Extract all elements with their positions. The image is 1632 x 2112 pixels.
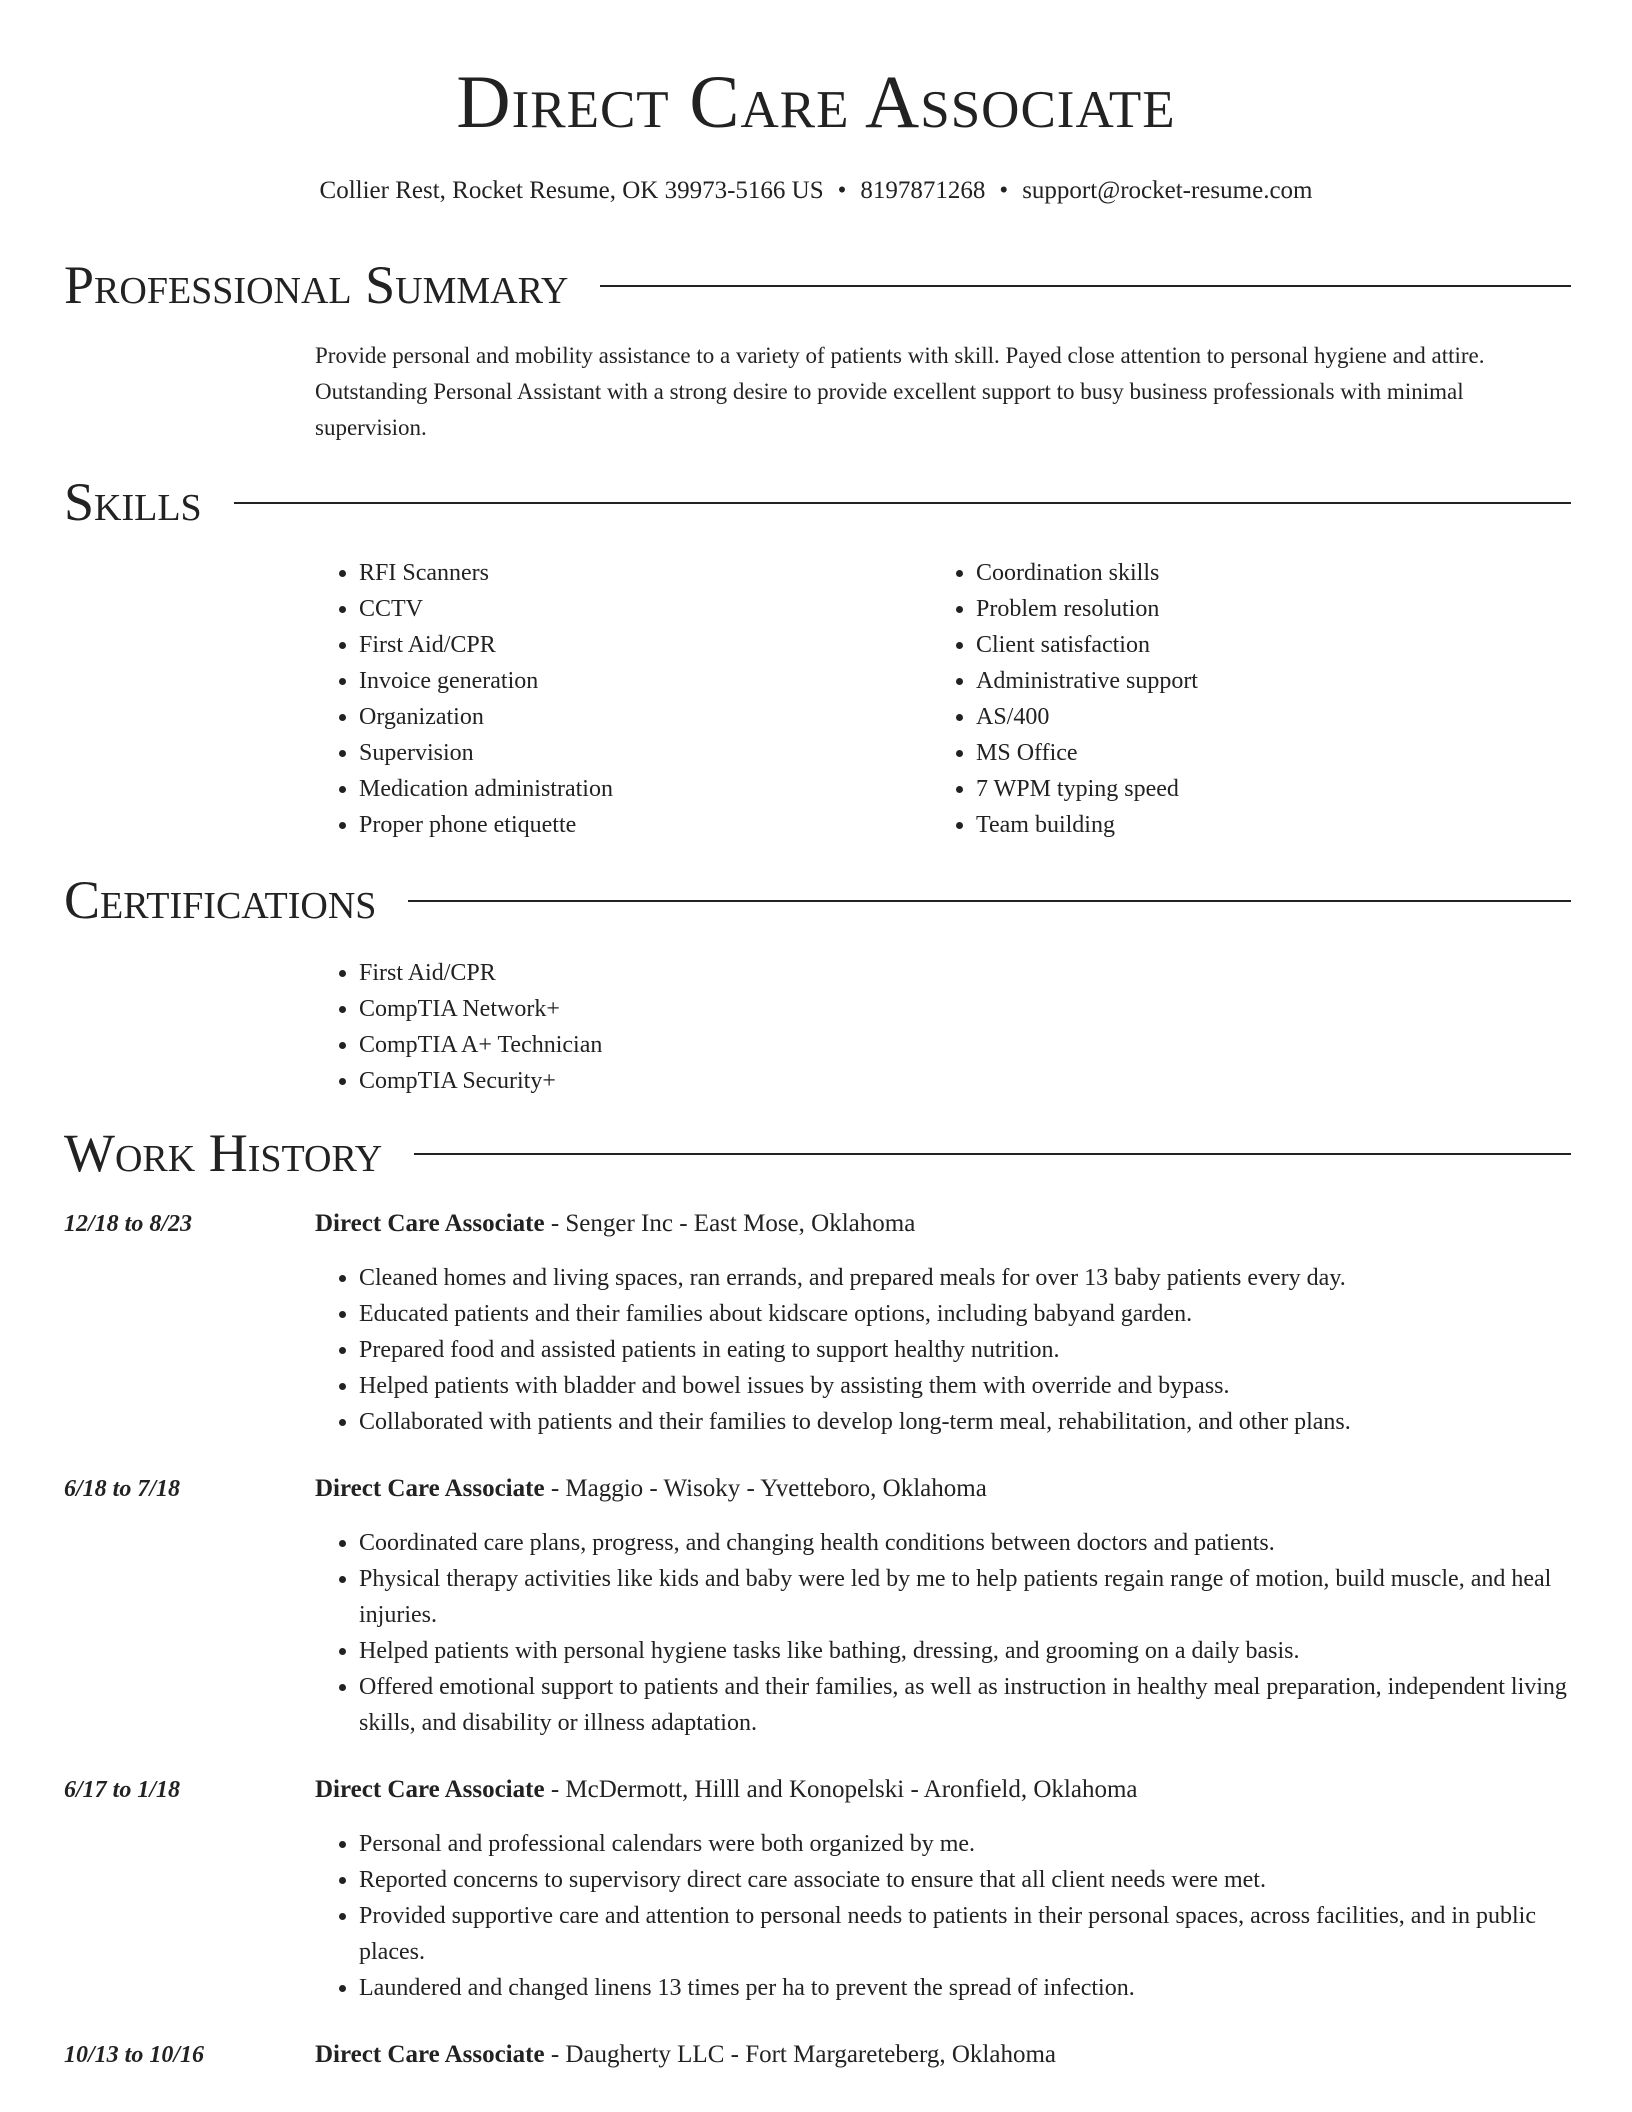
skill-item: • Client satisfaction bbox=[976, 627, 1492, 663]
duty-item: • Personal and professional calendars were both organized by me. bbox=[359, 1826, 1577, 1862]
duty-item: • Provided supportive care and attention to personal needs to patients in their personal spaces, across facilities, and in public places. bbox=[359, 1898, 1577, 1970]
job-dates: 6/18 to 7/18 bbox=[64, 1476, 181, 1502]
duty-item: • Physical therapy activities like kids and baby were led by me to help patients regain range of motion, build muscle, and heal injuries. bbox=[359, 1561, 1577, 1633]
skill-item: • RFI Scanners bbox=[359, 555, 875, 591]
job-title: Direct Care Associate bbox=[315, 1475, 545, 1502]
summary-section-header bbox=[64, 253, 1571, 317]
duty-item: • Helped patients with bladder and bowel issues by assisting them with override and bypass. bbox=[359, 1368, 1577, 1404]
section-title-summary: Professional Summary bbox=[64, 255, 569, 315]
job-duties bbox=[315, 1260, 1577, 1440]
skill-item: • Problem resolution bbox=[976, 591, 1492, 627]
skill-item: • Supervision bbox=[359, 735, 875, 771]
skill-item: • AS/400 bbox=[976, 699, 1492, 735]
contact-email[interactable]: support@rocket-resume.com bbox=[1022, 177, 1313, 204]
skill-item: • Coordination skills bbox=[976, 555, 1492, 591]
contact-line bbox=[0, 174, 1632, 208]
job-duties bbox=[315, 1826, 1577, 2006]
skills-list bbox=[315, 555, 875, 843]
skills-section-header bbox=[64, 470, 1571, 534]
duty-item: • Prepared food and assisted patients in eating to support healthy nutrition. bbox=[359, 1332, 1577, 1368]
skill-item: • Organization bbox=[359, 699, 875, 735]
duty-item: • Cleaned homes and living spaces, ran errands, and prepared meals for over 13 baby patients every day. bbox=[359, 1260, 1577, 1296]
job-duties bbox=[315, 1525, 1577, 1741]
job-heading bbox=[315, 1206, 1575, 1242]
certification-item: • First Aid/CPR bbox=[359, 955, 1015, 991]
skill-item: • Administrative support bbox=[976, 663, 1492, 699]
duty-item: • Helped patients with personal hygiene tasks like bathing, dressing, and grooming on a daily basis. bbox=[359, 1633, 1577, 1669]
job-employer: - McDermott, Hilll and Konopelski - Aronfield, Oklahoma bbox=[544, 1776, 1138, 1803]
summary-text: Provide personal and mobility assistance to a variety of patients with skill. Payed close attention to personal hygiene and attire. Outstanding Personal Assistant with a strong desire to provide excellent support to busy business professionals with minimal supervision. bbox=[315, 343, 1485, 440]
section-divider bbox=[600, 285, 1571, 287]
skill-item: • Medication administration bbox=[359, 771, 875, 807]
certifications-section-header bbox=[64, 868, 1571, 932]
certifications-list bbox=[315, 955, 1015, 1099]
contact-phone: 8197871268 bbox=[860, 177, 986, 204]
duty-item: • Offered emotional support to patients and their families, as well as instruction in healthy meal preparation, independent living skills, and disability or illness adaptation. bbox=[359, 1669, 1577, 1741]
job-dates: 10/13 to 10/16 bbox=[64, 2042, 205, 2068]
contact-address: Collier Rest, Rocket Resume, OK 39973-5166 US bbox=[319, 177, 824, 204]
job-employer: - Senger Inc - East Mose, Oklahoma bbox=[544, 1210, 916, 1237]
contact-separator: • bbox=[837, 177, 847, 204]
duty-item: • Collaborated with patients and their families to develop long-term meal, rehabilitation, and other plans. bbox=[359, 1404, 1577, 1440]
job-heading bbox=[315, 2037, 1575, 2073]
work-history-section-header bbox=[64, 1121, 1571, 1185]
duty-item: • Laundered and changed linens 13 times per ha to prevent the spread of infection. bbox=[359, 1970, 1577, 2006]
job-dates: 6/17 to 1/18 bbox=[64, 1777, 181, 1803]
duties-list bbox=[315, 1260, 1577, 1440]
section-title-work-history: Work History bbox=[64, 1123, 383, 1183]
contact-separator: • bbox=[999, 177, 1009, 204]
certifications-column bbox=[315, 955, 1015, 1099]
job-title: Direct Care Associate bbox=[315, 2041, 545, 2068]
certification-item: • CompTIA Security+ bbox=[359, 1063, 1015, 1099]
job-employer: - Daugherty LLC - Fort Margareteberg, Oklahoma bbox=[544, 2041, 1056, 2068]
skill-item: • CCTV bbox=[359, 591, 875, 627]
job-title: Direct Care Associate bbox=[315, 1776, 545, 1803]
duty-item: • Coordinated care plans, progress, and changing health conditions between doctors and patients. bbox=[359, 1525, 1577, 1561]
section-divider bbox=[414, 1153, 1571, 1155]
job-title: Direct Care Associate bbox=[315, 1210, 545, 1237]
duty-item: • Educated patients and their families about kidscare options, including babyand garden. bbox=[359, 1296, 1577, 1332]
job-heading bbox=[315, 1471, 1575, 1507]
skills-column-right bbox=[932, 555, 1492, 843]
skills-list bbox=[932, 555, 1492, 843]
job-dates: 12/18 to 8/23 bbox=[64, 1211, 193, 1237]
job-employer: - Maggio - Wisoky - Yvetteboro, Oklahoma bbox=[544, 1475, 987, 1502]
duty-item: • Reported concerns to supervisory direct care associate to ensure that all client needs were met. bbox=[359, 1862, 1577, 1898]
section-divider bbox=[408, 900, 1571, 902]
job-heading bbox=[315, 1772, 1575, 1808]
certification-item: • CompTIA Network+ bbox=[359, 991, 1015, 1027]
skill-item: • 7 WPM typing speed bbox=[976, 771, 1492, 807]
section-divider bbox=[234, 502, 1571, 504]
skills-column-left bbox=[315, 555, 875, 843]
skill-item: • Team building bbox=[976, 807, 1492, 843]
skill-item: • Proper phone etiquette bbox=[359, 807, 875, 843]
resume-name: Direct Care Associate bbox=[456, 61, 1176, 144]
skill-item: • MS Office bbox=[976, 735, 1492, 771]
section-title-certifications: Certifications bbox=[64, 870, 377, 930]
section-title-skills: Skills bbox=[64, 472, 202, 532]
skill-item: • First Aid/CPR bbox=[359, 627, 875, 663]
duties-list bbox=[315, 1826, 1577, 2006]
duties-list bbox=[315, 1525, 1577, 1741]
skill-item: • Invoice generation bbox=[359, 663, 875, 699]
certification-item: • CompTIA A+ Technician bbox=[359, 1027, 1015, 1063]
